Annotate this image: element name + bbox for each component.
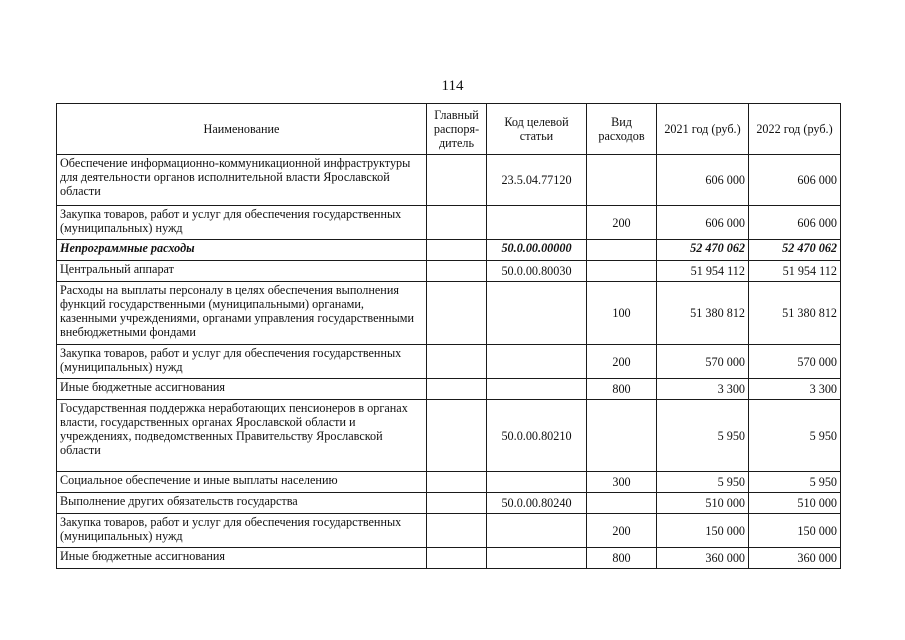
row-name-cell: Расходы на выплаты персоналу в целях обеспечения выполнения функций государственными (муниципальными) органами, казенными учреждениями, органами управления государственными внебюджетными фондами [57,282,427,345]
row-2022-cell: 570 000 [749,345,841,379]
row-2021-cell: 5 950 [657,472,749,493]
row-type-cell: 200 [587,514,657,548]
row-2022-cell: 606 000 [749,155,841,206]
row-manager-cell [427,240,487,261]
table-row [57,472,841,493]
row-2021-cell: 510 000 [657,493,749,514]
row-2021-cell: 52 470 062 [657,240,749,261]
row-2021-cell: 570 000 [657,345,749,379]
row-code-cell [487,548,587,569]
row-name-cell: Выполнение других обязательств государства [57,493,427,514]
header-code: Код целевой статьи [487,104,587,155]
row-2022-cell: 5 950 [749,400,841,472]
row-2021-cell: 5 950 [657,400,749,472]
header-2021: 2021 год (руб.) [657,104,749,155]
row-2022-cell: 51 954 112 [749,261,841,282]
row-2022-cell: 3 300 [749,379,841,400]
row-2022-cell: 150 000 [749,514,841,548]
row-2021-cell: 606 000 [657,206,749,240]
row-2022-cell: 510 000 [749,493,841,514]
table-row [57,548,841,569]
table-row [57,400,841,472]
row-code-cell [487,514,587,548]
row-manager-cell [427,400,487,472]
row-code-cell: 23.5.04.77120 [487,155,587,206]
row-2021-cell: 51 380 812 [657,282,749,345]
header-2022: 2022 год (руб.) [749,104,841,155]
table-body [57,155,841,569]
row-type-cell: 800 [587,548,657,569]
row-code-cell: 50.0.00.80210 [487,400,587,472]
row-name-cell: Закупка товаров, работ и услуг для обеспечения государственных (муниципальных) нужд [57,206,427,240]
row-code-cell [487,472,587,493]
row-code-cell [487,206,587,240]
table-row [57,261,841,282]
row-2021-cell: 150 000 [657,514,749,548]
row-2021-cell: 360 000 [657,548,749,569]
row-type-cell: 800 [587,379,657,400]
row-name-cell: Государственная поддержка неработающих пенсионеров в органах власти, государственных органах Ярославской области и учреждениях, подведомственных Правительству Ярославской области [57,400,427,472]
row-manager-cell [427,282,487,345]
row-type-cell [587,261,657,282]
row-manager-cell [427,155,487,206]
row-manager-cell [427,514,487,548]
page-number: 114 [441,78,464,94]
table-row [57,345,841,379]
table-row [57,206,841,240]
row-type-cell: 200 [587,345,657,379]
row-code-cell: 50.0.00.80240 [487,493,587,514]
row-code-cell [487,345,587,379]
row-manager-cell [427,493,487,514]
row-code-cell: 50.0.00.00000 [487,240,587,261]
row-type-cell [587,493,657,514]
row-name-cell: Непрограммные расходы [57,240,427,261]
row-2022-cell: 360 000 [749,548,841,569]
header-name: Наименование [57,104,427,155]
row-name-cell: Центральный аппарат [57,261,427,282]
table-row [57,514,841,548]
row-2022-cell: 52 470 062 [749,240,841,261]
row-name-cell: Закупка товаров, работ и услуг для обеспечения государственных (муниципальных) нужд [57,345,427,379]
row-name-cell: Иные бюджетные ассигнования [57,379,427,400]
row-2022-cell: 51 380 812 [749,282,841,345]
row-type-cell [587,155,657,206]
table-header-row [57,104,841,155]
table-row [57,282,841,345]
row-manager-cell [427,548,487,569]
row-name-cell: Иные бюджетные ассигнования [57,548,427,569]
row-code-cell [487,379,587,400]
row-manager-cell [427,472,487,493]
row-name-cell: Обеспечение информационно-коммуникационной инфраструктуры для деятельности органов исполнительной власти Ярославской области [57,155,427,206]
row-name-cell: Социальное обеспечение и иные выплаты населению [57,472,427,493]
row-name-cell: Закупка товаров, работ и услуг для обеспечения государственных (муниципальных) нужд [57,514,427,548]
row-2021-cell: 3 300 [657,379,749,400]
table-row [57,240,841,261]
row-manager-cell [427,261,487,282]
row-type-cell [587,400,657,472]
row-type-cell [587,240,657,261]
table-row [57,493,841,514]
row-2022-cell: 606 000 [749,206,841,240]
budget-table [56,103,841,569]
row-code-cell [487,282,587,345]
row-code-cell: 50.0.00.80030 [487,261,587,282]
row-manager-cell [427,379,487,400]
table-row [57,379,841,400]
row-type-cell: 200 [587,206,657,240]
row-2021-cell: 51 954 112 [657,261,749,282]
row-2022-cell: 5 950 [749,472,841,493]
table-row [57,155,841,206]
row-2021-cell: 606 000 [657,155,749,206]
row-manager-cell [427,345,487,379]
row-type-cell: 300 [587,472,657,493]
header-type: Вид расходов [587,104,657,155]
row-manager-cell [427,206,487,240]
row-type-cell: 100 [587,282,657,345]
header-manager: Главный распоря-дитель [427,104,487,155]
